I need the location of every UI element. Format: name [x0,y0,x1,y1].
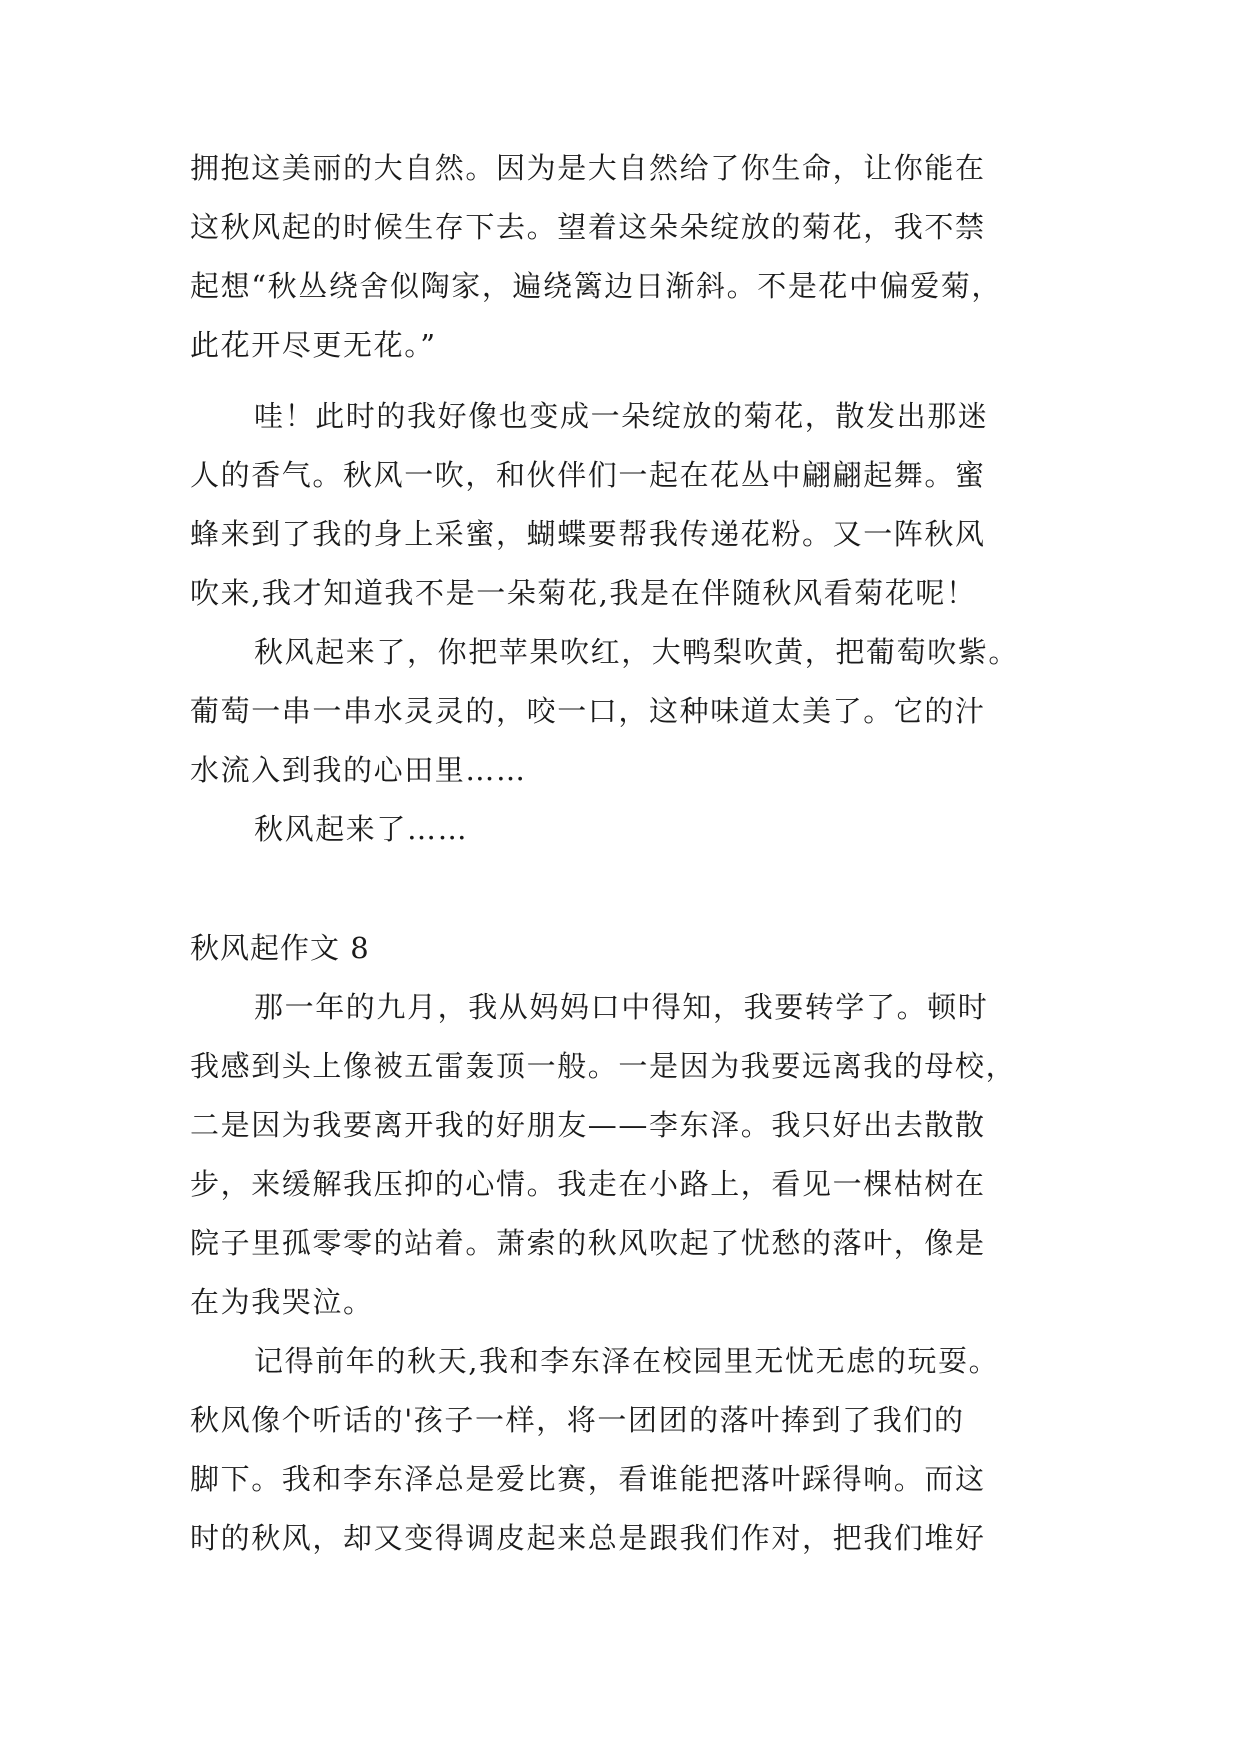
paragraph-line: 在为我哭泣。 [190,1285,374,1319]
paragraph-line: 脚下。我和李东泽总是爱比赛，看谁能把落叶踩得响。而这 [190,1462,986,1496]
paragraph-line: 记得前年的秋天,我和李东泽在校园里无忧无虑的玩耍。 [254,1344,1000,1378]
paragraph-line: 院子里孤零零的站着。萧索的秋风吹起了忧愁的落叶，像是 [190,1226,986,1260]
section-heading: 秋风起作文 8 [190,931,370,965]
paragraph-line: 此花开尽更无花。” [190,328,437,362]
paragraph-line: 秋风像个听话的'孩子一样，将一团团的落叶捧到了我们的 [190,1403,965,1437]
paragraph-line: 二是因为我要离开我的好朋友——李东泽。我只好出去散散 [190,1108,986,1142]
paragraph-line: 秋风起来了，你把苹果吹红，大鸭梨吹黄，把葡萄吹紫。 [254,635,1020,669]
paragraph-line: 人的香气。秋风一吹，和伙伴们一起在花丛中翩翩起舞。蜜 [190,458,986,492]
paragraph-line: 起想“秋丛绕舍似陶家，遍绕篱边日渐斜。不是花中偏爱菊， [190,269,1003,303]
paragraph-line: 那一年的九月，我从妈妈口中得知，我要转学了。顿时 [254,990,989,1024]
paragraph-line: 水流入到我的心田里…… [190,753,527,787]
paragraph-line: 蜂来到了我的身上采蜜，蝴蝶要帮我传递花粉。又一阵秋风 [190,517,986,551]
paragraph-line: 这秋风起的时候生存下去。望着这朵朵绽放的菊花，我不禁 [190,210,986,244]
paragraph-line: 哇！此时的我好像也变成一朵绽放的菊花，散发出那迷 [254,399,989,433]
paragraph-line: 时的秋风，却又变得调皮起来总是跟我们作对，把我们堆好 [190,1521,986,1555]
paragraph-line: 秋风起来了…… [254,812,469,846]
paragraph-line: 葡萄一串一串水灵灵的，咬一口，这种味道太美了。它的汁 [190,694,986,728]
paragraph-line: 我感到头上像被五雷轰顶一般。一是因为我要远离我的母校， [190,1049,1017,1083]
paragraph-line: 吹来,我才知道我不是一朵菊花,我是在伴随秋风看菊花呢！ [190,576,977,610]
paragraph-line: 步，来缓解我压抑的心情。我走在小路上，看见一棵枯树在 [190,1167,986,1201]
paragraph-line: 拥抱这美丽的大自然。因为是大自然给了你生命，让你能在 [190,151,986,185]
